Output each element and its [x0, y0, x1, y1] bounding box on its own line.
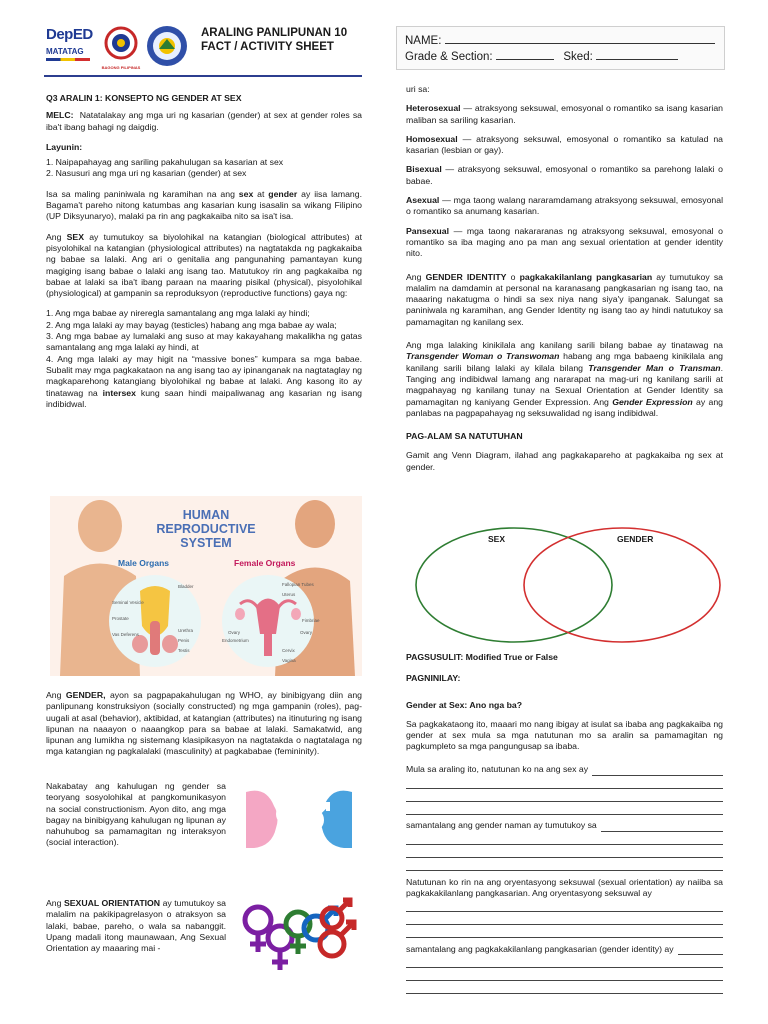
- sex-list-item: 3. Ang mga babae ay lumalaki ang suso at may kakayahang makalikha ng gatas samantalang ang mga lalaki ay hindi, at: [46, 331, 362, 353]
- answer-line[interactable]: [406, 955, 723, 968]
- header-divider: [44, 75, 362, 77]
- term-pansexual: Pansexual — mga taong nakararanas ng atraksyong seksuwal, emosyonal o romantiko sa iba maging ano pa man ang sexual orientation at gender identity nito.: [406, 225, 723, 259]
- gender-identity-paragraph: Ang GENDER IDENTITY o pagkakakilanlang pangkasarian ay tumutukoy sa malalim na damdamin at personal na karanasang pangkasarian ng isang tao, na maaaring nakatugma o hindi sa sex niya nang siya'y ipanganak. Salungat sa paniniwala ng karamihan, ang Gender Identity ng isang tao ay hindi natutukoy sa pamamagitan ng kanilang sex.: [406, 271, 723, 327]
- reflection-instruction: Sa pagkakataong ito, maaari mo nang ibigay at isulat sa ibaba ang pagkakaiba ng gender at sex mula sa mga natutunan mo sa aralin sa pamamagitan ng pagkumpleto sa mga pangungusap sa ibaba.: [406, 718, 723, 752]
- prompt-gender: samantalang ang gender naman ay tumutukoy sa: [406, 820, 597, 831]
- sex-list-item: 1. Ang mga babae ay nireregla samantalang ang mga lalaki ay hindi;: [46, 308, 310, 319]
- part-label: Endometrium: [222, 638, 249, 643]
- gender-paragraph: Ang GENDER, ayon sa pagpapakahulugan ng WHO, ay binibigyang diin ang panlipunang konstruksiyon (socially constructed) ng mga gampanin (roles), pag-uugali at asal (behavior), aktibidad, at katangian (attributes) na itinuturing ng isang lipunan na naaayon o naaangkop para sa babae at lalaki. Samakatwid, ang lipunan ang lumikha ng sistemang klasipikasyon na nagtatakda o nagtatalaga ng mga katangian ng pagkalalaki (masculinity) at pagkababae (femininity).: [46, 690, 363, 757]
- part-label: Fimbriae: [302, 618, 320, 623]
- left-column: [46, 93, 362, 410]
- name-field[interactable]: [445, 33, 715, 44]
- school-seal: [146, 25, 188, 67]
- transgender-paragraph: Ang mga lalaking kinikilala ang kanilang sarili bilang babae ay tinatawag na Transgender Woman o Transwoman habang ang mga babaeng kinikilala ang kanilang sarili bilang lalaki ay kilala bilang Transgender Man o Transman. Tanging ang indibidwal lamang ang nararapat na mag-uri ng kanilang sarili at magpahayag ng kanilang tunay na Sexual Orientation at Gender Identity sa pamamagitan ng kaniyang Gender Expression. Ang Gender Expression ay ang panlabas na pagpapahayag ng seksuwalidad ng isang indibidwal.: [406, 340, 724, 418]
- layunin-label: Layunin:: [46, 141, 83, 152]
- figure-title-2: REPRODUCTIVE: [156, 522, 256, 536]
- answer-line[interactable]: [406, 832, 723, 845]
- answer-line[interactable]: [406, 968, 723, 981]
- venn-circle-sex[interactable]: [416, 528, 612, 642]
- part-label: Vas Deferens: [112, 632, 139, 637]
- part-label: Penis: [178, 638, 190, 643]
- pag-alam-heading: PAG-ALAM SA NATUTUHAN: [406, 431, 523, 442]
- answer-line[interactable]: [592, 763, 723, 776]
- orientation-symbols-image: [236, 894, 362, 976]
- answer-line[interactable]: [406, 981, 723, 994]
- term-asexual: Asexual — mga taong walang nararamdamang atraksyong seksuwal, emosyonal o romantiko sa anumang kasarian.: [406, 195, 723, 217]
- answer-line[interactable]: [406, 925, 723, 938]
- sex-list-item: 4. Ang mga lalaki ay may higit na “massive bones” kumpara sa mga babae. Subalit may mga pagkakataon na ang isang tao ay ipinanganak na nagtataglay ng magkaparehong katangiang biyolohikal ng babae at lalaki. Ang kasong ito ay tinatawag na intersex kung saan hindi maipaliwanag ang kasarian ng isang indibidwal.: [46, 353, 362, 409]
- lesson-title: Q3 ARALIN 1: KONSEPTO NG GENDER AT SEX: [46, 93, 242, 103]
- term-heterosexual: Heterosexual — atraksyong seksuwal, emosyonal o romantiko sa isang kasarian maliban sa sariling kasarian.: [406, 103, 723, 125]
- part-label: Ovary: [228, 630, 241, 635]
- answer-line[interactable]: [406, 776, 723, 789]
- part-label: Vagina: [282, 658, 296, 663]
- venn-label-sex: SEX: [488, 534, 506, 544]
- gender-symbols-icon: [236, 894, 362, 976]
- pagninilay-heading: PAGNINILAY:: [406, 673, 461, 684]
- sex-paragraph: Ang SEX ay tumutukoy sa biyolohikal na katangian (biological attributes) at pisyolohikal na katangian (physiological attributes) na nagtatakda ng pagkakaiba ng babae sa lalaki. Ang ari o genitalia ang pangunahing pamantayan kung magiging isang babae o lalaki ang isang tao. Matutukoy rin ang pagkakaiba ng babae at lalaki sa iba't ibang paraan na maaring pisikal (physical), pisyolohikal (physiological) at gampanin sa reproduksyon (reproductive functions) gaya ng:: [46, 231, 362, 299]
- part-label: Fallopian Tubes: [282, 582, 314, 587]
- prompt-gender-identity: samantalang ang pagkakakilanlang pangkasarian (gender identity) ay: [406, 944, 674, 955]
- part-label: Urethra: [178, 628, 194, 633]
- term-bisexual: Bisexual — atraksyong seksuwal, emosyonal o romantiko sa parehong lalaki o babae.: [406, 164, 723, 186]
- answer-line[interactable]: [406, 912, 723, 925]
- bagong-pilipinas-label: BAGONG PILIPINAS: [101, 65, 141, 70]
- figure-title-1: HUMAN: [182, 508, 230, 522]
- matatag-wordmark: MATATAG: [46, 47, 84, 56]
- answer-line[interactable]: [406, 858, 723, 871]
- answer-line[interactable]: [678, 942, 723, 955]
- sun-emblem-icon: [104, 26, 138, 60]
- school-seal-icon: [146, 25, 188, 67]
- sked-field[interactable]: [596, 49, 678, 60]
- sheet-title: FACT / ACTIVITY SHEET: [201, 41, 334, 53]
- gender-faces-image: [236, 786, 362, 852]
- student-info-box: [396, 26, 725, 70]
- venn-circle-gender[interactable]: [524, 528, 720, 642]
- sexual-orientation-paragraph: Ang SEXUAL ORIENTATION ay tumutukoy sa malalim na pakikipagrelasyon o atraksyon sa lalaki, babae, pareho, o wala sa nabanggit. Upang madali itong maunawaan, Ang Sexual Orientation ay maaaring mai -: [46, 898, 226, 954]
- sex-list-item: 2. Ang mga lalaki ay may bayag (testicles) habang ang mga babae ay wala;: [46, 319, 337, 330]
- layunin-item: 1. Naipapahayag ang sariling pakahulugan sa kasarian at sex: [46, 157, 284, 168]
- venn-label-gender: GENDER: [617, 534, 654, 544]
- sked-label: Sked:: [563, 51, 593, 63]
- part-label: Prostate: [112, 616, 129, 621]
- venn-circles: [414, 526, 726, 644]
- term-homosexual: Homosexual — atraksyong seksuwal, emosyonal o romantiko sa katulad na kasarian (lesbian or gay).: [406, 133, 723, 156]
- part-label: Testis: [178, 648, 190, 653]
- grade-section-field[interactable]: [496, 49, 554, 60]
- venn-diagram[interactable]: [414, 526, 726, 644]
- deped-wordmark: DepED: [46, 26, 93, 43]
- subject-title: ARALING PANLIPUNAN 10: [201, 27, 348, 39]
- reflection-question: Gender at Sex: Ano nga ba?: [406, 699, 523, 710]
- female-organs-label: Female Organs: [234, 558, 296, 568]
- gender-paragraph-continued: Nakabatay ang kahulugan ng gender sa teoryang sosyolohikal at pangkomunikasyon na social constructionism. Ayon dito, ang mga bagay na binibigyang kahulugan ng lipunan ay nahuhubog sa pamamagitan ng interaksyon (social interaction).: [46, 781, 226, 848]
- venn-instruction: Gamit ang Venn Diagram, ilahad ang pagkakapareho at pagkakaiba ng sex at gender.: [406, 450, 723, 472]
- part-label: Ovary: [300, 630, 313, 635]
- bagong-pilipinas-logo: [100, 26, 142, 70]
- answer-line[interactable]: [406, 789, 723, 802]
- continuation-text: uri sa:: [406, 84, 430, 94]
- grade-section-label: Grade & Section:: [405, 51, 493, 63]
- answer-line[interactable]: [406, 899, 723, 912]
- male-organs-label: Male Organs: [118, 558, 170, 568]
- prompt-sex: Mula sa araling ito, natutunan ko na ang sex ay: [406, 764, 589, 775]
- layunin-item: 2. Nasusuri ang mga uri ng kasarian (gender) at sex: [46, 168, 247, 179]
- deped-logo: [46, 26, 94, 68]
- answer-line[interactable]: [406, 845, 723, 858]
- answer-line[interactable]: [601, 819, 723, 832]
- part-label: Uterus: [282, 592, 296, 597]
- figure-title-3: SYSTEM: [180, 536, 232, 550]
- assessment-section: [406, 652, 723, 994]
- reproductive-system-figure: [50, 496, 362, 676]
- part-label: Seminal Vesicle: [112, 600, 144, 605]
- name-label: NAME:: [405, 35, 442, 47]
- male-female-silhouettes-icon: [236, 786, 362, 852]
- answer-line[interactable]: [406, 802, 723, 815]
- part-label: Cervix: [282, 648, 295, 653]
- right-column: [406, 84, 723, 473]
- prompt-orientation: Natutunan ko rin na ang oryentasyong seksuwal (sexual orientation) ay naiiba sa pagkakakilanlang pangkasarian. Ang oryentasyong seksuwal ay: [406, 876, 723, 899]
- intro-paragraph: Isa sa maling paniniwala ng karamihan na ang sex at gender ay iisa lamang. Bagama't pareho nitong katumbas ang kasarian kung isasalin sa wikang Filipino (UP Diksyunaryo), malaki pa rin ang pagkakaiba nito sa isa't isa.: [46, 188, 363, 222]
- part-label: Bladder: [178, 584, 194, 589]
- pagsusulit-heading: PAGSUSULIT: Modified True or False: [406, 652, 558, 662]
- melc-paragraph: MELC: Natatalakay ang mga uri ng kasarian (gender) at sex at gender roles sa iba't ibang bahagi ng daigdig.: [46, 110, 363, 132]
